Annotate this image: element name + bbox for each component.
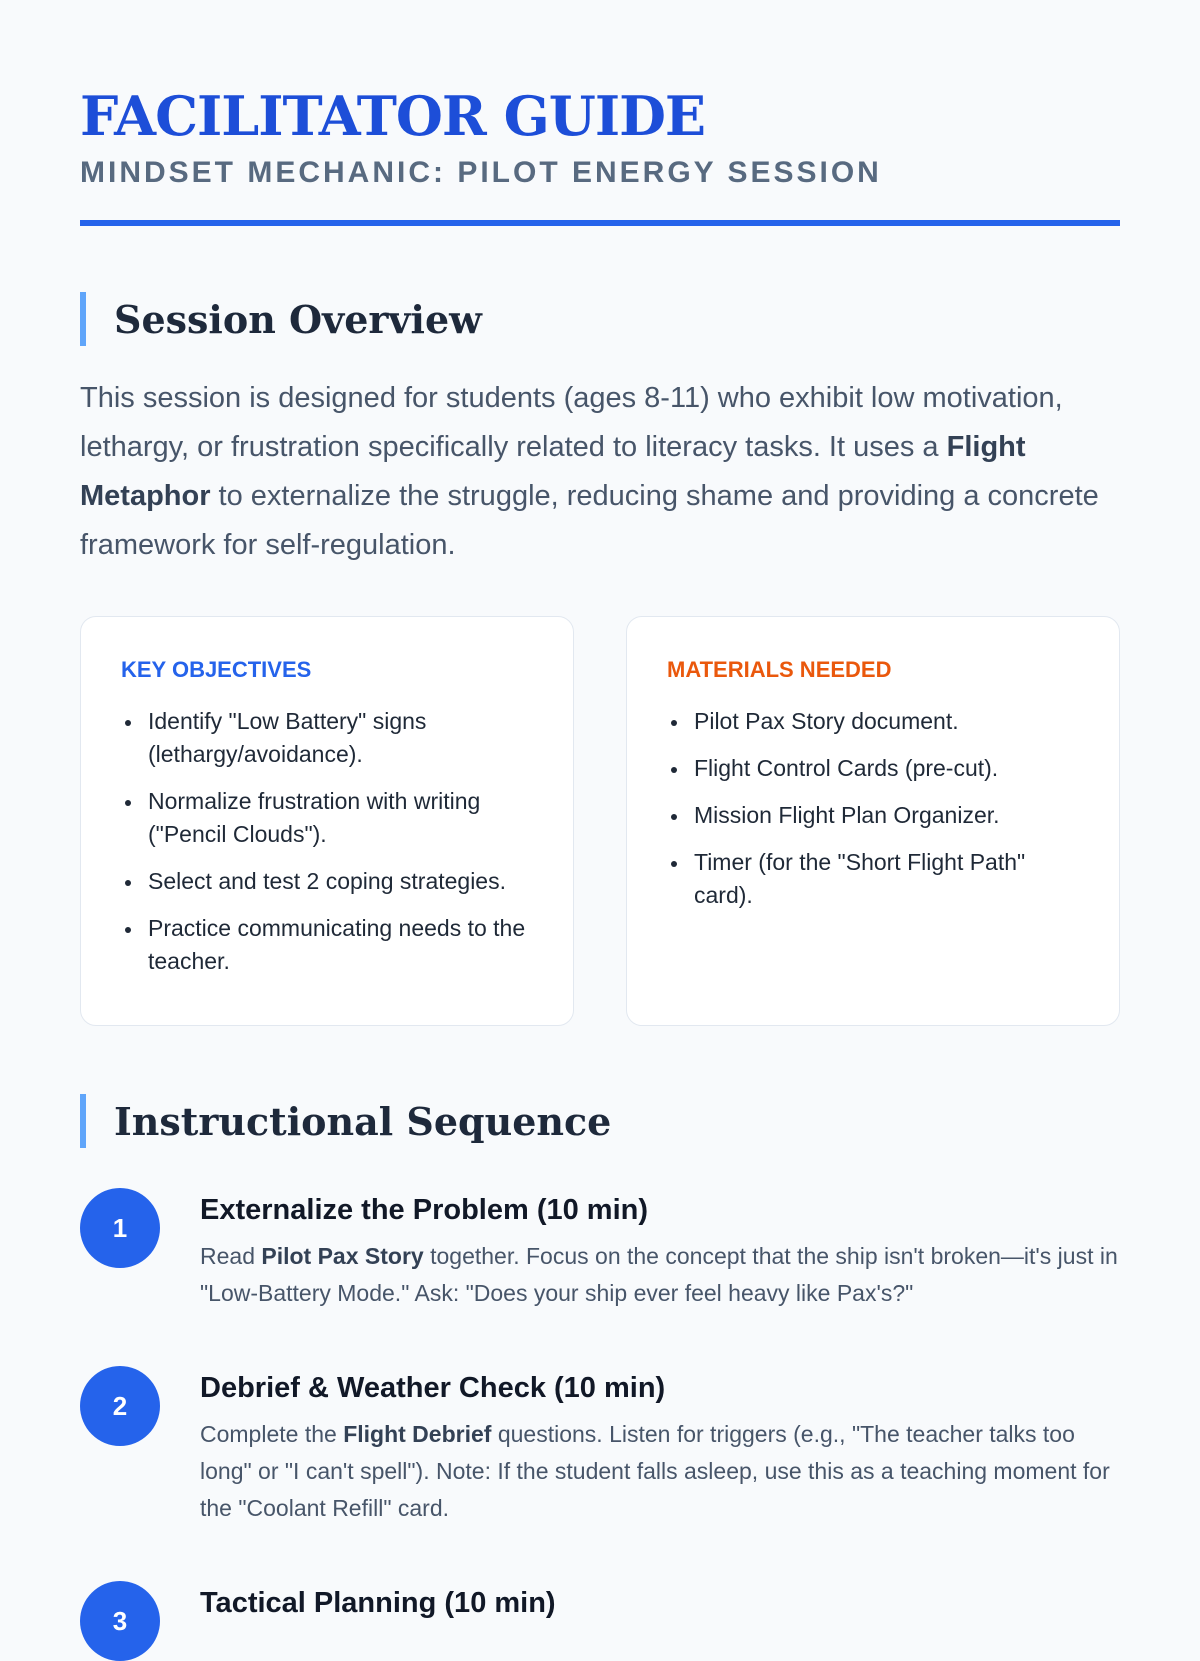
step-body <box>200 1366 1120 1527</box>
step-bold-term: Flight Debrief <box>343 1421 492 1447</box>
step-body <box>200 1188 1120 1312</box>
step-body <box>200 1581 556 1621</box>
step-number-badge: 3 <box>80 1581 160 1661</box>
list-item: Pilot Pax Story document. <box>667 705 1079 738</box>
step-description <box>200 1416 1120 1527</box>
header-divider <box>80 220 1120 226</box>
instruction-steps <box>80 1188 1120 1661</box>
overview-bold-term: Flight Metaphor <box>80 431 1026 512</box>
list-item: Normalize frustration with writing ("Pencil Clouds"). <box>121 785 533 851</box>
materials-card <box>626 616 1120 1026</box>
step-text-post: together. Focus on the concept that the ship isn't broken—it's just in "Low-Battery Mode." Ask: "Does your ship ever feel heavy like Pax's?" <box>200 1243 1118 1306</box>
step-item <box>80 1581 1120 1661</box>
list-item: Identify "Low Battery" signs (lethargy/avoidance). <box>121 705 533 771</box>
overview-paragraph <box>80 374 1120 570</box>
list-item: Mission Flight Plan Organizer. <box>667 799 1079 832</box>
step-title: Debrief & Weather Check (10 min) <box>200 1372 666 1404</box>
list-item: Flight Control Cards (pre-cut). <box>667 752 1079 785</box>
step-title: Tactical Planning (10 min) <box>200 1587 556 1619</box>
info-cards <box>80 616 1120 1026</box>
step-text-pre: Complete the <box>200 1421 344 1447</box>
page-subtitle: MINDSET MECHANIC: PILOT ENERGY SESSION <box>80 156 882 189</box>
overview-text-2: to externalize the struggle, reducing shame and providing a concrete framework for self-regulation. <box>80 480 1099 561</box>
step-title: Externalize the Problem (10 min) <box>200 1194 649 1226</box>
header <box>80 0 1120 226</box>
section-heading-sequence <box>80 1094 1120 1148</box>
step-text-post: questions. Listen for triggers (e.g., "The teacher talks too long" or "I can't spell"). Note: If the student falls asleep, use this as a teaching moment for the "Coolant Refill" card. <box>200 1421 1110 1521</box>
step-number-badge: 2 <box>80 1366 160 1446</box>
materials-list <box>667 705 1079 912</box>
section-heading-overview <box>80 292 1120 346</box>
objectives-title: KEY OBJECTIVES <box>121 657 312 682</box>
step-item <box>80 1188 1120 1312</box>
section-title: Session Overview <box>114 296 482 342</box>
list-item: Practice communicating needs to the teacher. <box>121 912 533 978</box>
materials-title: MATERIALS NEEDED <box>667 657 892 682</box>
objectives-list <box>121 705 533 978</box>
page-title: FACILITATOR GUIDE <box>80 84 706 148</box>
overview-text-1: This session is designed for students (ages 8-11) who exhibit low motivation, lethargy, or frustration specifically related to literacy tasks. It uses a <box>80 382 1063 463</box>
step-item <box>80 1366 1120 1527</box>
step-description <box>200 1238 1120 1312</box>
list-item: Timer (for the "Short Flight Path" card). <box>667 846 1079 912</box>
step-text-pre: Read <box>200 1243 262 1269</box>
section-title: Instructional Sequence <box>114 1098 612 1144</box>
step-number-badge: 1 <box>80 1188 160 1268</box>
list-item: Select and test 2 coping strategies. <box>121 865 533 898</box>
objectives-card <box>80 616 574 1026</box>
step-bold-term: Pilot Pax Story <box>261 1243 424 1269</box>
